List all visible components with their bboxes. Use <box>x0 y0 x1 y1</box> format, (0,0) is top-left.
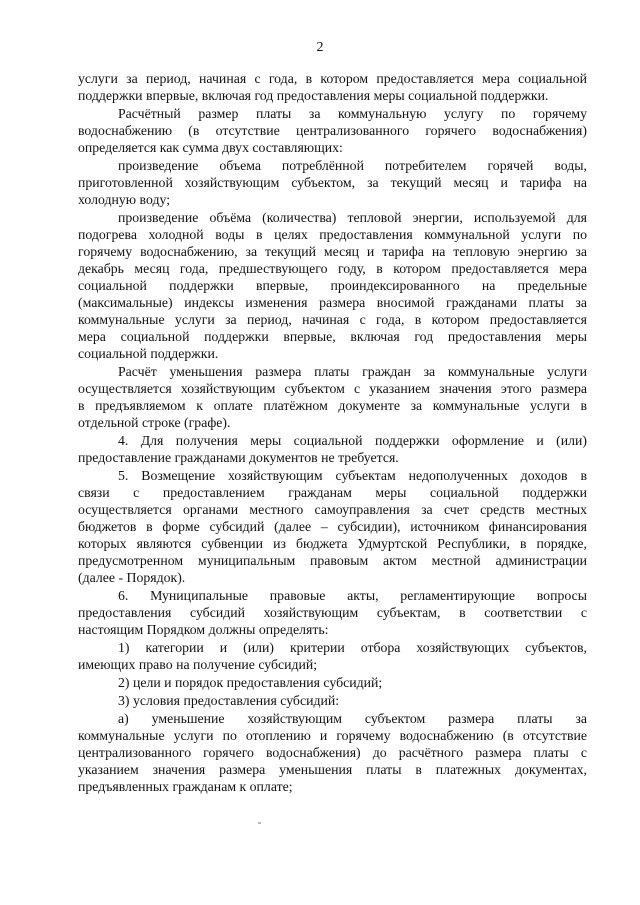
paragraph-line: (максимальные) индексы изменения размера вносимой гражданами платы за <box>78 295 587 310</box>
paragraph-line: в предъявляемом к оплате платёжном документе за коммунальные услуги в <box>78 398 587 413</box>
paragraph-line: 5. Возмещение хозяйствующим субъектам недополученных доходов в <box>118 468 587 483</box>
paragraph-line: Расчёт уменьшения размера платы граждан за коммунальные услуги <box>118 364 587 379</box>
paragraph-line: централизованного горячего водоснабжения) до расчётного размера платы с <box>78 745 587 760</box>
paragraph <box>78 209 587 362</box>
paragraph-line: мера социальной поддержки впервые, включая год предоставления меры <box>78 329 587 344</box>
paragraph <box>78 70 587 104</box>
paragraph <box>78 432 587 466</box>
paragraph-line: подогрева холодной воды в целях предоставления коммунальной услуги по <box>78 227 587 242</box>
paragraph-line: предъявленных гражданам к оплате; <box>78 779 293 794</box>
paragraph-line: произведение объёма (количества) тепловой энергии, используемой для <box>118 210 587 225</box>
paragraph <box>78 710 587 795</box>
paragraph-line: которых являются субвенции из бюджета Удмуртской Республики, в порядке, <box>78 536 587 551</box>
paragraph-line: приготовленной хозяйствующим субъектом, за текущий месяц и тарифа на <box>78 175 587 190</box>
paragraph-line: 2) цели и порядок предоставления субсидий; <box>118 675 383 690</box>
paragraph <box>78 587 587 638</box>
paragraph <box>78 674 587 691</box>
paragraph-line: определяется как сумма двух составляющих: <box>78 140 343 155</box>
paragraph-line: осуществляется хозяйствующим субъектом с указанием значения этого размера <box>78 381 587 396</box>
paragraph-line: предоставления субсидий хозяйствующим субъектам, в соответствии с <box>78 605 587 620</box>
paragraph-line: предусмотренном муниципальным правовым актом местной администрации <box>78 553 587 568</box>
paragraph-line: предоставление гражданами документов не требуется. <box>78 450 399 465</box>
paragraph-line: связи с предоставлением гражданам меры социальной поддержки <box>78 485 587 500</box>
paragraph-line: Расчётный размер платы за коммунальную услугу по горячему <box>118 106 587 121</box>
paragraph-line: услуги за период, начиная с года, в котором предоставляется мера социальной <box>78 71 587 86</box>
paragraph-line: имеющих право на получение субсидий; <box>78 657 318 672</box>
paragraph-line: горячему водоснабжению, за текущий месяц и тарифа на тепловую энергию за <box>78 244 587 259</box>
paragraph-line: осуществляется органами местного самоуправления за счет средств местных <box>78 502 587 517</box>
paragraph <box>78 363 587 431</box>
paragraph <box>78 639 587 673</box>
paragraph-line: холодную воду; <box>78 192 171 207</box>
paragraph-line: коммунальные услуги за период, начиная с года, в котором предоставляется <box>78 312 587 327</box>
scan-artifact <box>258 822 261 824</box>
paragraph-line: произведение объема потреблённой потребителем горячей воды, <box>118 158 587 173</box>
paragraph-line: указанием значения размера уменьшения платы в платежных документах, <box>78 762 587 777</box>
paragraph-line: социальной поддержки. <box>78 346 219 361</box>
paragraph-line: 3) условия предоставления субсидий: <box>118 693 340 708</box>
paragraph-line: социальной поддержки впервые, проиндексированного на предельные <box>78 278 587 293</box>
paragraph-line: 1) категории и (или) критерии отбора хозяйствующих субъектов, <box>118 640 587 655</box>
paragraph-line: а) уменьшение хозяйствующим субъектом размера платы за <box>118 711 587 726</box>
paragraph-line: настоящим Порядком должны определять: <box>78 622 329 637</box>
paragraph-line: декабрь месяц года, предшествующего году, в котором предоставляется мера <box>78 261 587 276</box>
page-number: 2 <box>316 40 324 55</box>
paragraph-line: поддержки впервые, включая год предоставления меры социальной поддержки. <box>78 88 549 103</box>
paragraph <box>78 157 587 208</box>
paragraph <box>78 105 587 156</box>
paragraph-line: 4. Для получения меры социальной поддержки оформление и (или) <box>118 433 587 448</box>
document-body <box>78 70 587 796</box>
paragraph <box>78 692 587 709</box>
paragraph <box>78 467 587 586</box>
paragraph-line: коммунальные услуги по отоплению и горячему водоснабжению (в отсутствие <box>78 728 587 743</box>
paragraph-line: (далее - Порядок). <box>78 570 186 585</box>
paragraph-line: бюджетов в форме субсидий (далее – субсидии), источником финансирования <box>78 519 587 534</box>
paragraph-line: отдельной строке (графе). <box>78 415 231 430</box>
paragraph-line: водоснабжению (в отсутствие централизованного горячего водоснабжения) <box>78 123 587 138</box>
paragraph-line: 6. Муниципальные правовые акты, регламентирующие вопросы <box>118 588 587 603</box>
